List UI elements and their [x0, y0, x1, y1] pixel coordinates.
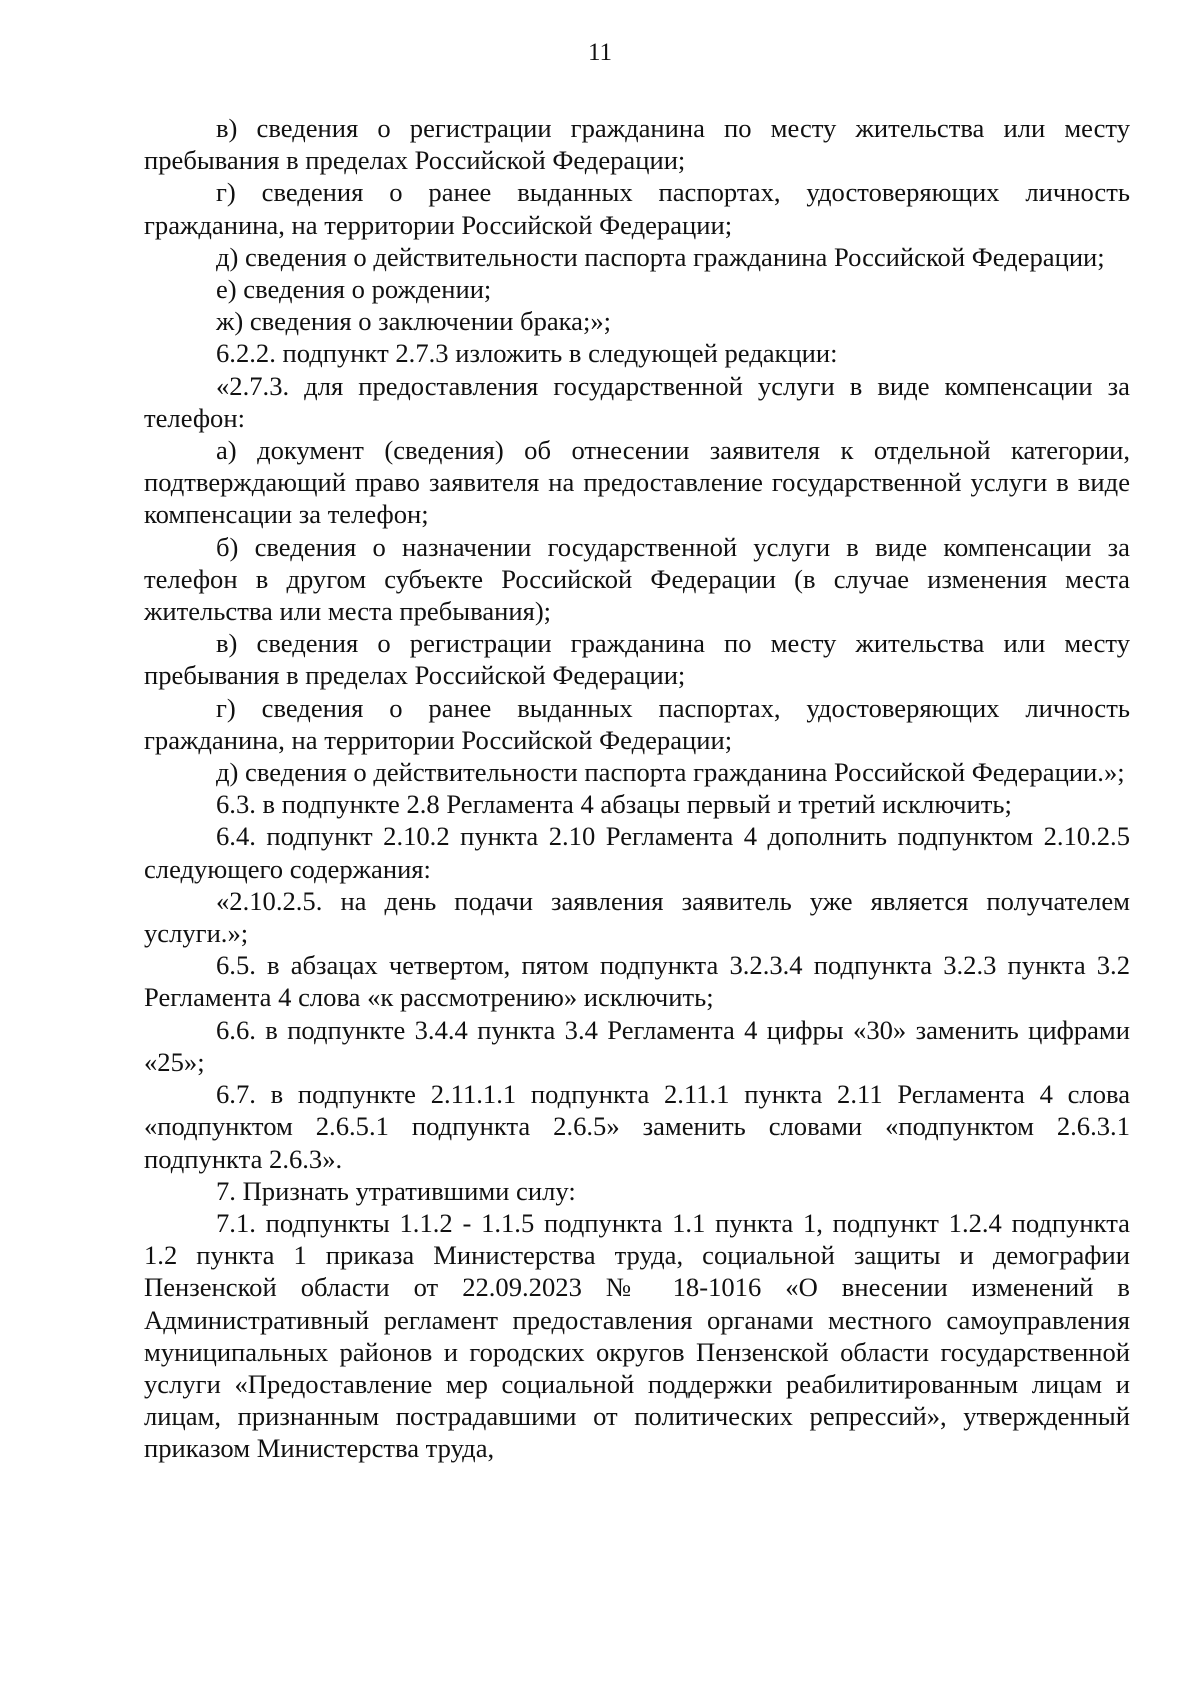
paragraph-6-4: 6.4. подпункт 2.10.2 пункта 2.10 Регламента 4 дополнить подпунктом 2.10.2.5 следующего содержания:: [144, 821, 1130, 884]
paragraph-item-v-registration: в) сведения о регистрации гражданина по месту жительства или месту пребывания в пределах Российской Федерации;: [144, 113, 1130, 176]
paragraph-2-10-2-5: «2.10.2.5. на день подачи заявления заявитель уже является получателем услуги.»;: [144, 885, 1130, 949]
paragraph-item-g-passports-2: г) сведения о ранее выданных паспортах, удостоверяющих личность гражданина, на территории Российской Федерации;: [144, 692, 1130, 755]
paragraph-item-b-other-region: б) сведения о назначении государственной услуги в виде компенсации за телефон в другом субъекте Российской Федерации (в случае изменения места жительства или места пребывания);: [144, 531, 1130, 627]
paragraph-item-zh-marriage: ж) сведения о заключении брака;»;: [216, 306, 612, 337]
paragraph-7: 7. Признать утратившими силу:: [216, 1175, 576, 1206]
paragraph-6-6: 6.6. в подпункте 3.4.4 пункта 3.4 Регламента 4 цифры «30» заменить цифрами «25»;: [144, 1014, 1130, 1077]
paragraph-2-7-3: «2.7.3. для предоставления государственной услуги в виде компенсации за телефон:: [144, 370, 1130, 433]
paragraph-6-2-2: 6.2.2. подпункт 2.7.3 изложить в следующей редакции:: [216, 338, 838, 369]
paragraph-6-3: 6.3. в подпункте 2.8 Регламента 4 абзацы первый и третий исключить;: [216, 789, 1012, 820]
paragraph-6-5: 6.5. в абзацах четвертом, пятом подпункта 3.2.3.4 подпункта 3.2.3 пункта 3.2 Регламента 4 слова «к рассмотрению» исключить;: [144, 950, 1130, 1013]
page-number: 11: [587, 39, 613, 66]
paragraph-7-1: 7.1. подпункты 1.1.2 - 1.1.5 подпункта 1.1 пункта 1, подпункт 1.2.4 подпункта 1.2 пункта 1 приказа Министерства труда, социальной защиты и демографии Пензенской области от 22.09.2023 № 18-1016 «О внесении изменений в Административный регламент предоставления органами местного самоуправления муниципальных районов и городских округов Пензенской области государственной услуги «Предоставление мер социальной поддержки реабилитированным лицам и лицам, признанным пострадавшими от политических репрессий», утвержденный приказом Министерства труда,: [144, 1207, 1130, 1464]
paragraph-item-e-birth: е) сведения о рождении;: [216, 274, 492, 305]
paragraph-item-d-passport-validity-2: д) сведения о действительности паспорта гражданина Российской Федерации.»;: [216, 757, 1125, 788]
paragraph-item-d-passport-validity: д) сведения о действительности паспорта гражданина Российской Федерации;: [216, 241, 1105, 272]
paragraph-6-7: 6.7. в подпункте 2.11.1.1 подпункта 2.11.1 пункта 2.11 Регламента 4 слова «подпунктом 2.6.5.1 подпункта 2.6.5» заменить словами «подпунктом 2.6.3.1 подпункта 2.6.3».: [144, 1079, 1130, 1174]
paragraph-item-g-passports: г) сведения о ранее выданных паспортах, удостоверяющих личность гражданина, на территории Российской Федерации;: [144, 177, 1130, 240]
paragraph-item-v-registration-2: в) сведения о регистрации гражданина по месту жительства или месту пребывания в пределах Российской Федерации;: [144, 628, 1130, 691]
paragraph-item-a-document: а) документ (сведения) об отнесении заявителя к отдельной категории, подтверждающий право заявителя на предоставление государственной услуги в виде компенсации за телефон;: [144, 435, 1130, 530]
document-body: [144, 112, 1130, 1465]
